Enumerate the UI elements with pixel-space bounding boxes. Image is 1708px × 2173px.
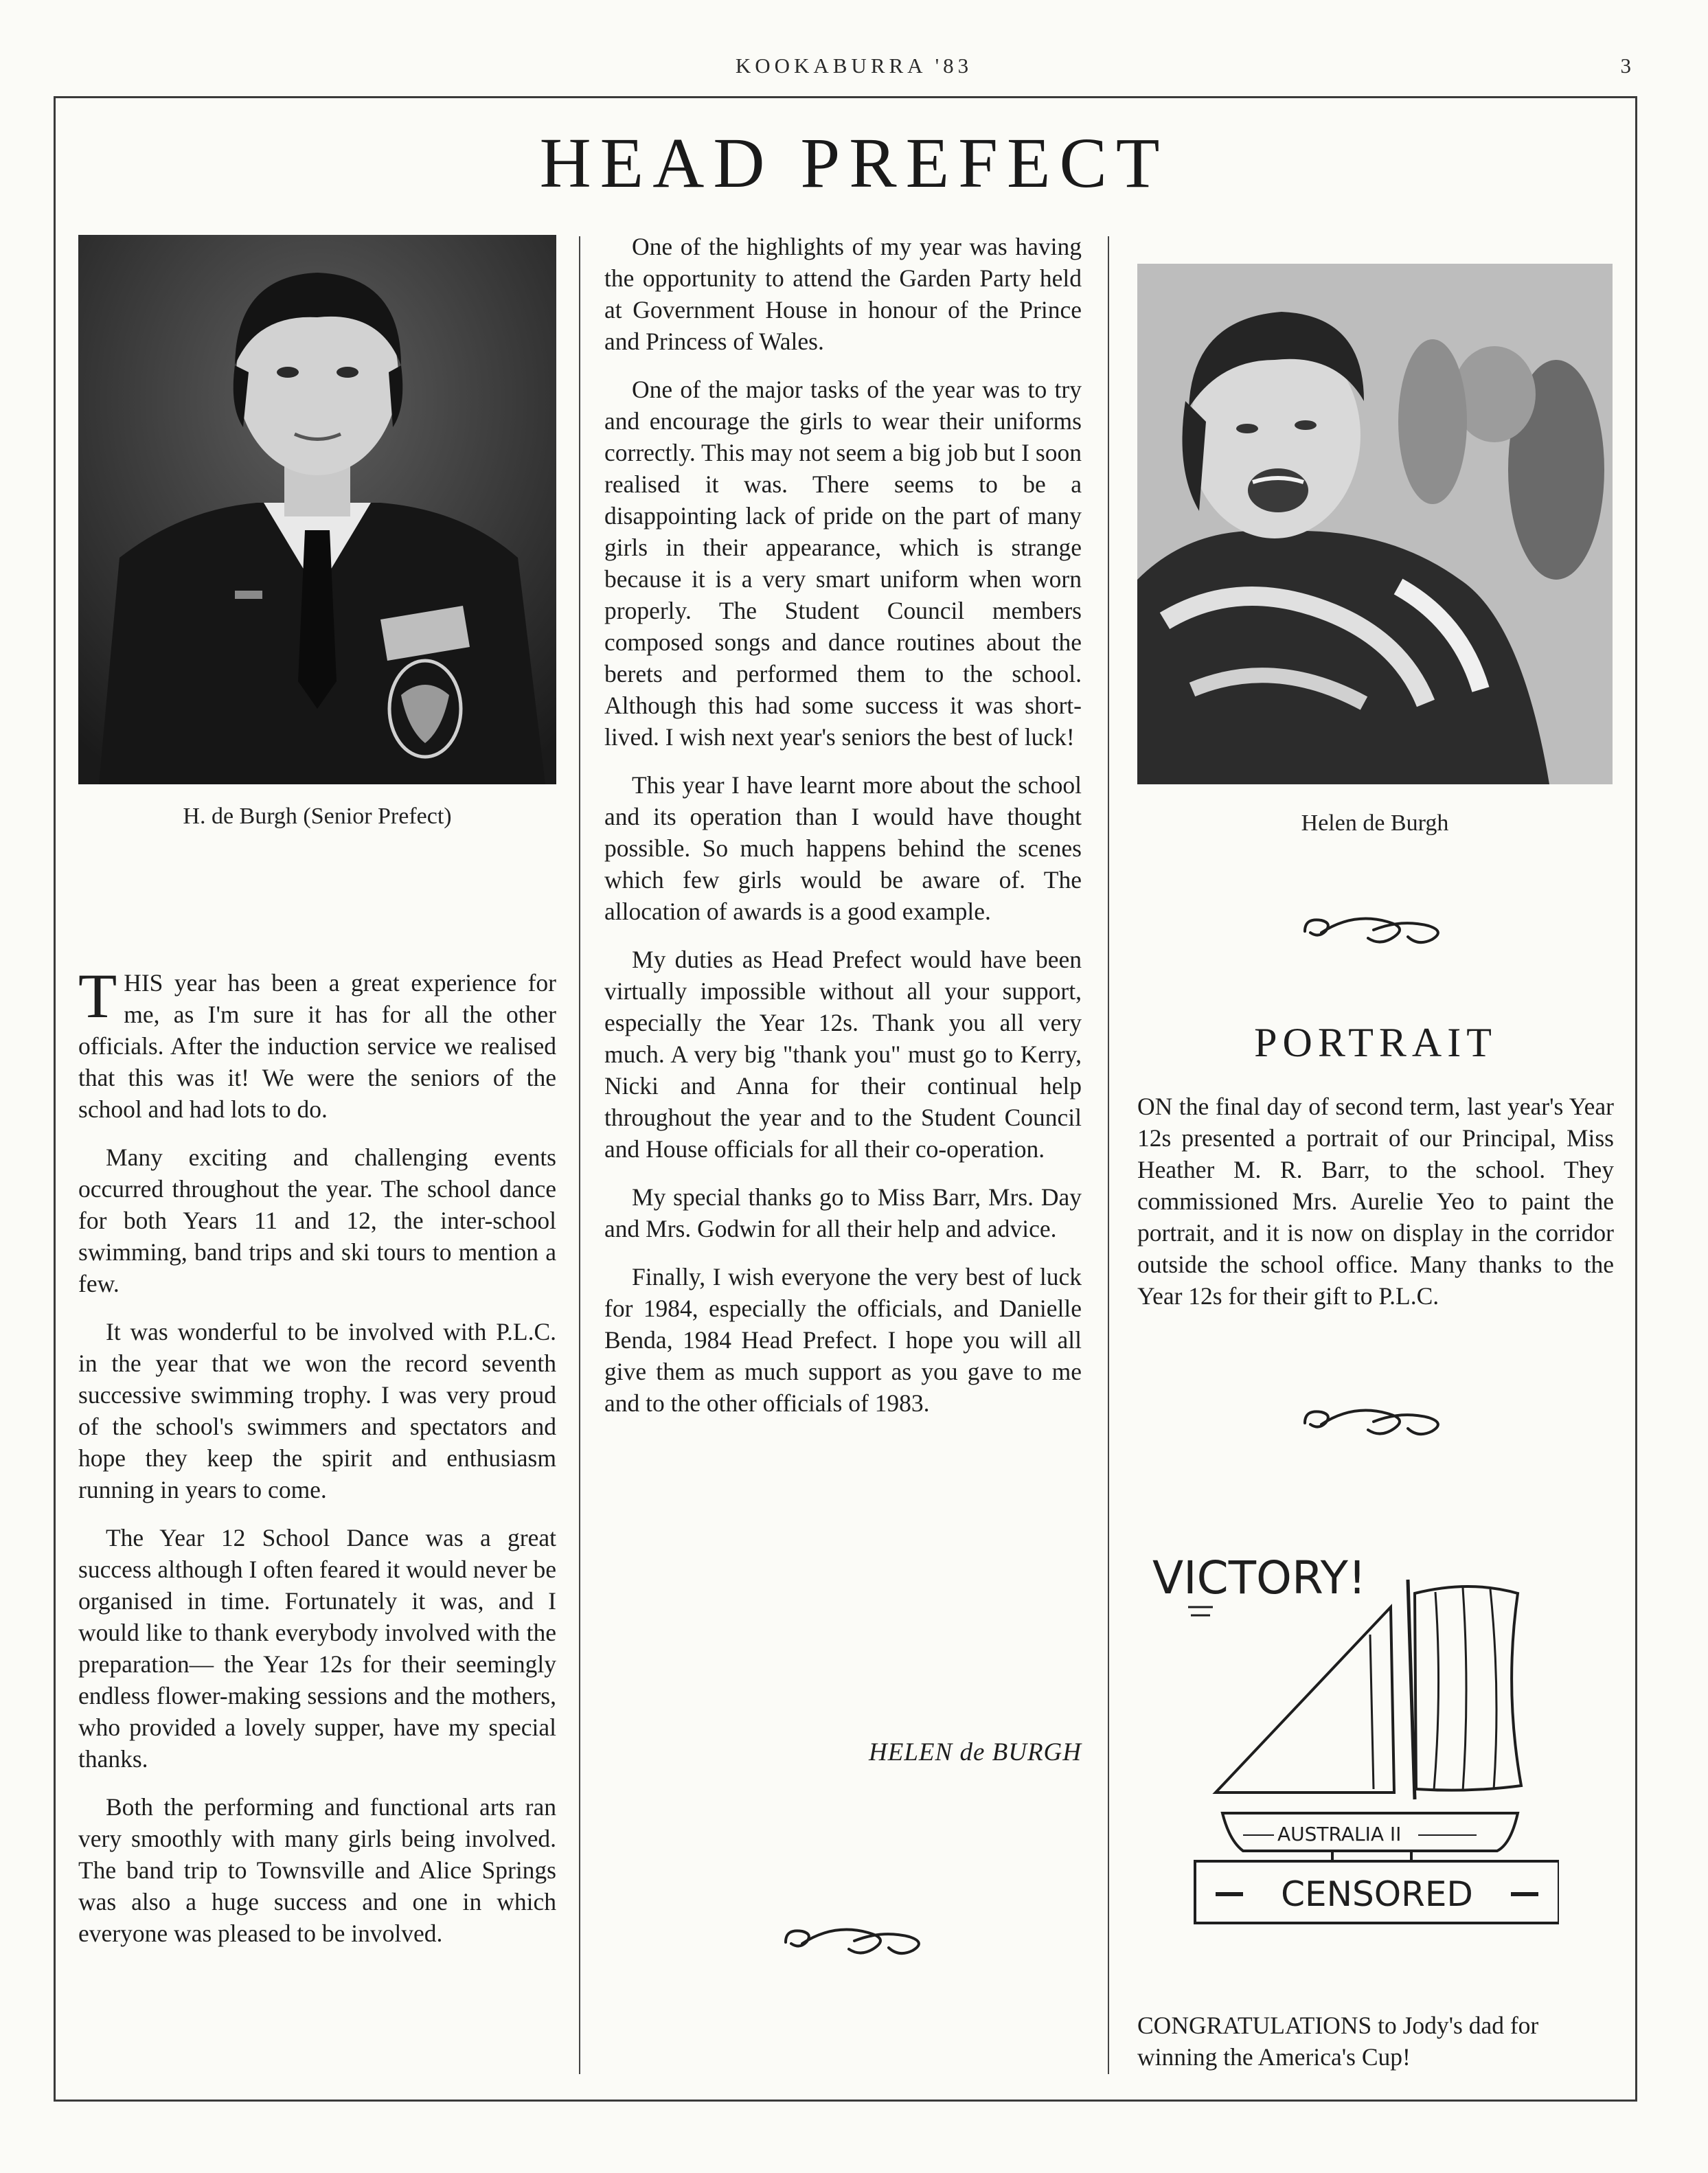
article-paragraph: It was wonderful to be involved with P.L.C. in the year that we won the record seventh successive swimming trophy. I was very proud of the school's swimmers and spectators and hope they keep the spirit and enthusiasm running in years to come. <box>78 1318 556 1503</box>
cartoon-victory-text: VICTORY! <box>1152 1551 1367 1604</box>
article-paragraph: My special thanks go to Miss Barr, Mrs. Day and Mrs. Godwin for all their help and advice. <box>604 1183 1082 1242</box>
article-column-2 <box>604 231 1082 1435</box>
article-column-1 <box>78 961 556 1966</box>
flourish-ornament <box>772 1916 930 1964</box>
portrait-column <box>1137 1091 1614 1328</box>
candid-photo-caption: Helen de Burgh <box>1301 810 1449 836</box>
head-prefect-photo <box>78 235 556 784</box>
page-number: 3 <box>1620 54 1631 78</box>
cartoon-censored-sign: CENSORED <box>1281 1874 1473 1914</box>
article-lead-paragraph <box>78 961 556 1125</box>
article-paragraph: My duties as Head Prefect would have been virtually impossible without all your support, especially the Year 12s. Thank you all very much. A very big "thank you" must go to Kerry, Nicki and Anna for their continual help throughout the year and to the Student Council and House officials for all their co-operation. <box>604 946 1082 1163</box>
cartoon-boat-name: AUSTRALIA II <box>1277 1823 1402 1845</box>
column-rule-right <box>1108 236 1109 2074</box>
article-paragraph: One of the major tasks of the year was to try and encourage the girls to wear their uniforms correctly. This may not seem a big job but I soon realised it was. There seems to be a disappointing lack of pride on the part of many girls in their appearance, which is strange because it is a very smart uniform when worn properly. The Student Council members composed songs and dance routines about the berets and performed them to the school. Although this had some success it was short-lived. I wish next year's seniors the best of luck! <box>604 376 1082 751</box>
article-paragraph: The Year 12 School Dance was a great success although I often feared it would never be organised in time. Fortunately it was, and I would like to thank everybody involved with the preparation— the Year 12s for their seemingly endless flower-making sessions and the mothers, who provided a lovely supper, have my special thanks. <box>78 1524 556 1773</box>
column-rule-left <box>579 236 580 2074</box>
portrait-paragraph: ON the final day of second term, last year's Year 12s presented a portrait of our Principal, Miss Heather M. R. Barr, to the school. They commissioned Mrs. Aurelie Yeo to paint the portrait, and it is now on display in the corridor outside the school office. Many thanks to the Year 12s for their gift to P.L.C. <box>1137 1093 1614 1310</box>
drop-cap: T <box>78 961 117 1031</box>
head-prefect-photo-caption: H. de Burgh (Senior Prefect) <box>183 804 452 829</box>
cartoon-caption: CONGRATULATIONS to Jody's dad for winning the America's Cup! <box>1137 2012 1539 2071</box>
lead-text: HIS year has been a great experience for me, as I'm sure it has for all the other officials. After the induction service we realised that this was it! We were the seniors of the school and had lots to do. <box>78 969 556 1123</box>
author-signature: HELEN de BURGH <box>869 1738 1082 1766</box>
candid-photo <box>1137 264 1613 784</box>
running-head: KOOKABURRA '83 <box>735 54 973 78</box>
flourish-ornament <box>1291 905 1449 953</box>
article-title: HEAD PREFECT <box>539 124 1169 203</box>
article-paragraph: This year I have learnt more about the school and its operation than I would have thought possible. So much happens behind the scenes which few girls would be aware of. The allocation of awards is a good example. <box>604 771 1082 925</box>
portrait-heading: PORTRAIT <box>1254 1020 1497 1065</box>
victory-cartoon <box>1147 1518 1559 1930</box>
article-paragraph: Finally, I wish everyone the very best of luck for 1984, especially the officials, and Danielle Benda, 1984 Head Prefect. I hope you will all give them as much support as you gave to me and to the other officials of 1983. <box>604 1263 1082 1417</box>
article-paragraph: One of the highlights of my year was having the opportunity to attend the Garden Party held at Government House in honour of the Prince and Princess of Wales. <box>604 233 1082 355</box>
article-paragraph: Many exciting and challenging events occurred throughout the year. The school dance for both Years 11 and 12, the inter-school swimming, band trips and ski tours to mention a few. <box>78 1144 556 1297</box>
flourish-ornament <box>1291 1397 1449 1445</box>
article-paragraph: Both the performing and functional arts ran very smoothly with many girls being involved. The band trip to Townsville and Alice Springs was also a huge success and one in which everyone was pleased to be involved. <box>78 1793 556 1947</box>
